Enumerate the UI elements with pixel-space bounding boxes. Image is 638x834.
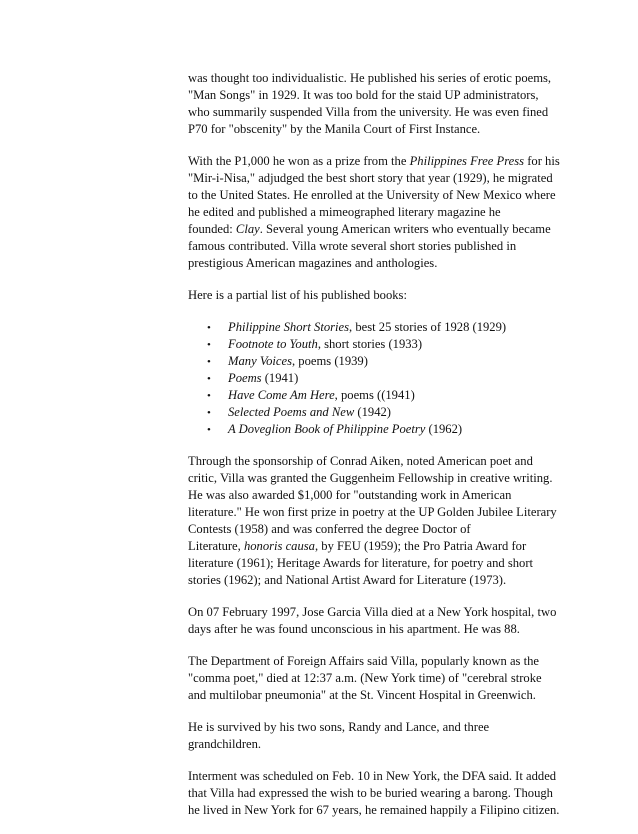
list-item <box>204 353 568 370</box>
book-title: Footnote to Youth <box>228 337 318 351</box>
text-line: He was also awarded $1,000 for "outstanding work in American <box>188 488 512 502</box>
text-line <box>188 221 568 238</box>
text-line: "Man Songs" in 1929. It was too bold for the staid UP administrators, <box>188 88 539 102</box>
latin-phrase: honoris causa <box>243 539 315 553</box>
bullet-icon <box>207 421 217 439</box>
book-title: Selected Poems and New <box>228 405 355 419</box>
book-detail: , best 25 stories of 1928 (1929) <box>349 320 507 334</box>
paragraph-awards <box>188 453 568 589</box>
text-line <box>188 153 568 170</box>
bullet-icon <box>207 336 217 354</box>
text-line: The Department of Foreign Affairs said Villa, popularly known as the <box>188 654 539 668</box>
paragraph-list-intro <box>188 287 568 304</box>
bullet-icon <box>207 353 217 371</box>
list-item <box>204 336 568 353</box>
book-title: Many Voices <box>228 354 292 368</box>
text-line: Contests (1958) and was conferred the degree Doctor of <box>188 522 471 536</box>
text-line: P70 for "obscenity" by the Manila Court of First Instance. <box>188 122 481 136</box>
magazine-title: Clay <box>235 222 260 236</box>
paragraph-interment <box>188 768 568 819</box>
paragraph-prize <box>188 153 568 272</box>
book-detail: (1941) <box>261 371 299 385</box>
text-line: literature (1961); Heritage Awards for literature, for poetry and short <box>188 556 534 570</box>
list-item <box>204 404 568 421</box>
paragraph-individualistic <box>188 70 568 138</box>
text-line: he edited and published a mimeographed literary magazine he <box>188 205 501 219</box>
text-line: he lived in New York for 67 years, he remained happily a Filipino citizen. <box>188 803 560 817</box>
bullet-icon <box>207 404 217 422</box>
text-line: literature." He won first prize in poetry at the UP Golden Jubilee Literary <box>188 505 557 519</box>
text-run: With the P1,000 he won as a prize from the <box>188 154 410 168</box>
text-run: , by FEU (1959); the Pro Patria Award for <box>314 539 527 553</box>
text-line: and multilobar pneumonia" at the St. Vincent Hospital in Greenwich. <box>188 688 536 702</box>
text-line: He is survived by his two sons, Randy and Lance, and three <box>188 720 490 734</box>
book-detail: (1962) <box>425 422 463 436</box>
book-title: A Doveglion Book of Philippine Poetry <box>228 422 426 436</box>
text-line: famous contributed. Villa wrote several short stories published in <box>188 239 517 253</box>
list-item <box>204 319 568 336</box>
book-detail: , poems ((1941) <box>334 388 415 402</box>
text-line <box>188 538 568 555</box>
bullet-icon <box>207 370 217 388</box>
bullet-icon <box>207 319 217 337</box>
text-line: Through the sponsorship of Conrad Aiken, noted American poet and <box>188 454 533 468</box>
text-run: for his <box>524 154 560 168</box>
text-run: Literature, <box>188 539 244 553</box>
text-line: critic, Villa was granted the Guggenheim Fellowship in creative writing. <box>188 471 553 485</box>
text-line: days after he was found unconscious in his apartment. He was 88. <box>188 622 520 636</box>
text-run: . Several young American writers who eventually became <box>259 222 551 236</box>
text-line: that Villa had expressed the wish to be buried wearing a barong. Though <box>188 786 553 800</box>
book-title: Have Come Am Here <box>228 388 335 402</box>
text-line: who summarily suspended Villa from the university. He was even fined <box>188 105 549 119</box>
list-item <box>204 421 568 438</box>
text-run: founded: <box>188 222 236 236</box>
publication-title: Philippines Free Press <box>409 154 525 168</box>
document-body <box>188 70 568 834</box>
list-item <box>204 370 568 387</box>
book-detail: , short stories (1933) <box>317 337 423 351</box>
book-title: Poems <box>228 371 262 385</box>
text-line: Interment was scheduled on Feb. 10 in New York, the DFA said. It added <box>188 769 557 783</box>
paragraph-death <box>188 604 568 638</box>
book-title: Philippine Short Stories <box>228 320 350 334</box>
bullet-icon <box>207 387 217 405</box>
text-line: stories (1962); and National Artist Award for Literature (1973). <box>188 573 507 587</box>
text-line: was thought too individualistic. He published his series of erotic poems, <box>188 71 552 85</box>
text-line: "Mir-i-Nisa," adjudged the best short story that year (1929), he migrated <box>188 171 553 185</box>
text-line: On 07 February 1997, Jose Garcia Villa died at a New York hospital, two <box>188 605 557 619</box>
text-line: "comma poet," died at 12:37 a.m. (New York time) of "cerebral stroke <box>188 671 542 685</box>
text-line: Here is a partial list of his published books: <box>188 288 407 302</box>
book-detail: (1942) <box>354 405 391 419</box>
book-detail: , poems (1939) <box>292 354 368 368</box>
list-item <box>204 387 568 404</box>
books-list <box>188 319 568 438</box>
text-line: to the United States. He enrolled at the University of New Mexico where <box>188 188 556 202</box>
text-line: grandchildren. <box>188 737 262 751</box>
paragraph-dfa-statement <box>188 653 568 704</box>
text-line: prestigious American magazines and anthologies. <box>188 256 438 270</box>
paragraph-survivors <box>188 719 568 753</box>
